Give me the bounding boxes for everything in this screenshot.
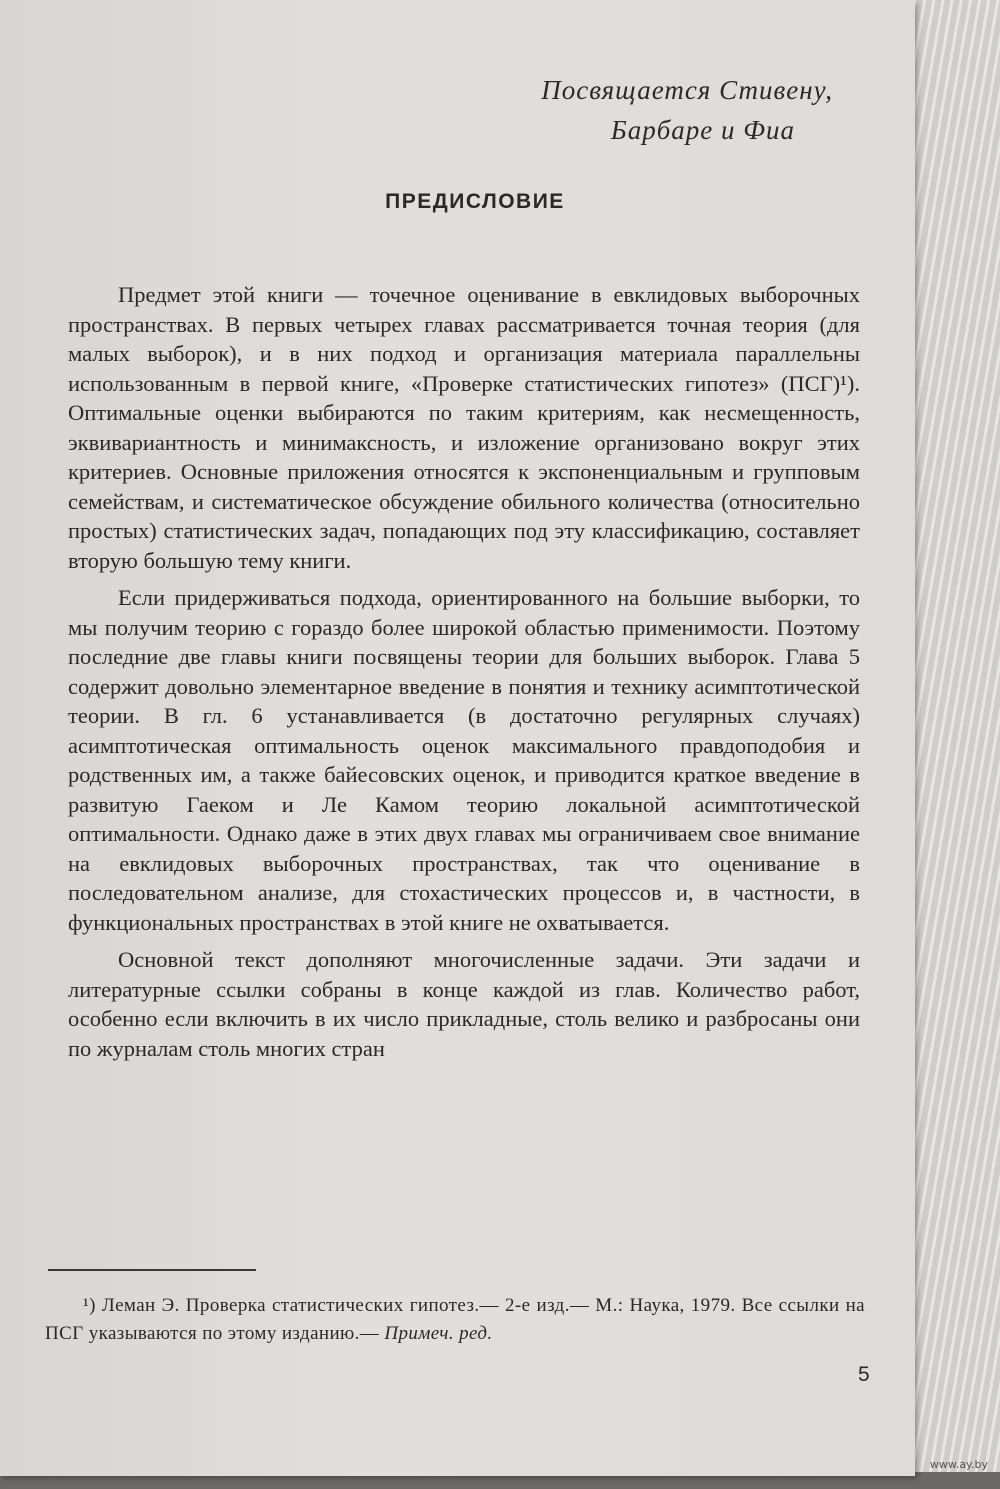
paragraph-1: Предмет этой книги — точечное оценивание в евклидовых выборочных пространствах. В первых четырех главах рассматривается точная теория (для малых выборок), и в них подход и организация материала параллельны использованным в первой книге, «Проверке статистических гипотез» (ПСГ)¹). Оптимальные оценки выбираются по таким критериям, как несмещенность, эквивариантность и минимаксность, и изложение организовано вокруг этих критериев. Основные приложения относятся к экспоненциальным и групповым семействам, и систематическое обсуждение обильного количества (относительно простых) статистических задач, попадающих под эту классификацию, составляет вторую большую тему книги. <box>68 282 860 573</box>
footnote-marker: ¹) <box>83 1295 96 1316</box>
footnote-divider <box>48 1269 256 1271</box>
epigraph <box>541 70 833 150</box>
watermark: www.ay.by <box>929 1458 988 1471</box>
footnote-text: Леман Э. Проверка статистических гипотез.— 2-е изд.— М.: Наука, 1979. Все ссылки на ПСГ указываются по этому изданию.— <box>45 1295 865 1344</box>
footnote <box>45 1292 865 1348</box>
paragraph-3: Основной текст дополняют многочисленные задачи. Эти задачи и литературные ссылки собраны в конце каждой из глав. Количество работ, особенно если включить в их число прикладные, столь велико и разбросаны они по журналам столь многих стран <box>68 947 860 1061</box>
paragraph-2: Если придерживаться подхода, ориентированного на большие выборки, то мы получим теорию с гораздо более широкой областью применимости. Поэтому последние две главы книги посвящены теории для больших выборок. Глава 5 содержит довольно элементарное введение в понятия и технику асимптотической теории. В гл. 6 устанавливается (в достаточно регулярных случаях) асимптотическая оптимальность оценок максимального правдоподобия и родственных им, а также байесовских оценок, и приводится краткое введение в развитую Гаеком и Ле Камом теорию локальной асимптотической оптимальности. Однако даже в этих двух главах мы ограничиваем свое внимание на евклидовых выборочных пространствах, так что оценивание в последовательном анализе, для стохастических процессов и, в частности, в функциональных пространствах в этой книге не охватывается. <box>68 585 860 935</box>
epigraph-line-1: Посвящается Стивену, <box>541 75 833 105</box>
epigraph-line-2: Барбаре и Фиа <box>610 115 795 145</box>
page-title: ПРЕДИСЛОВИЕ <box>385 190 565 213</box>
preface-body <box>68 280 860 1063</box>
footnote-editor-note: Примеч. ред. <box>384 1323 493 1344</box>
page-number: 5 <box>858 1363 870 1386</box>
background-surface <box>905 0 1000 1489</box>
